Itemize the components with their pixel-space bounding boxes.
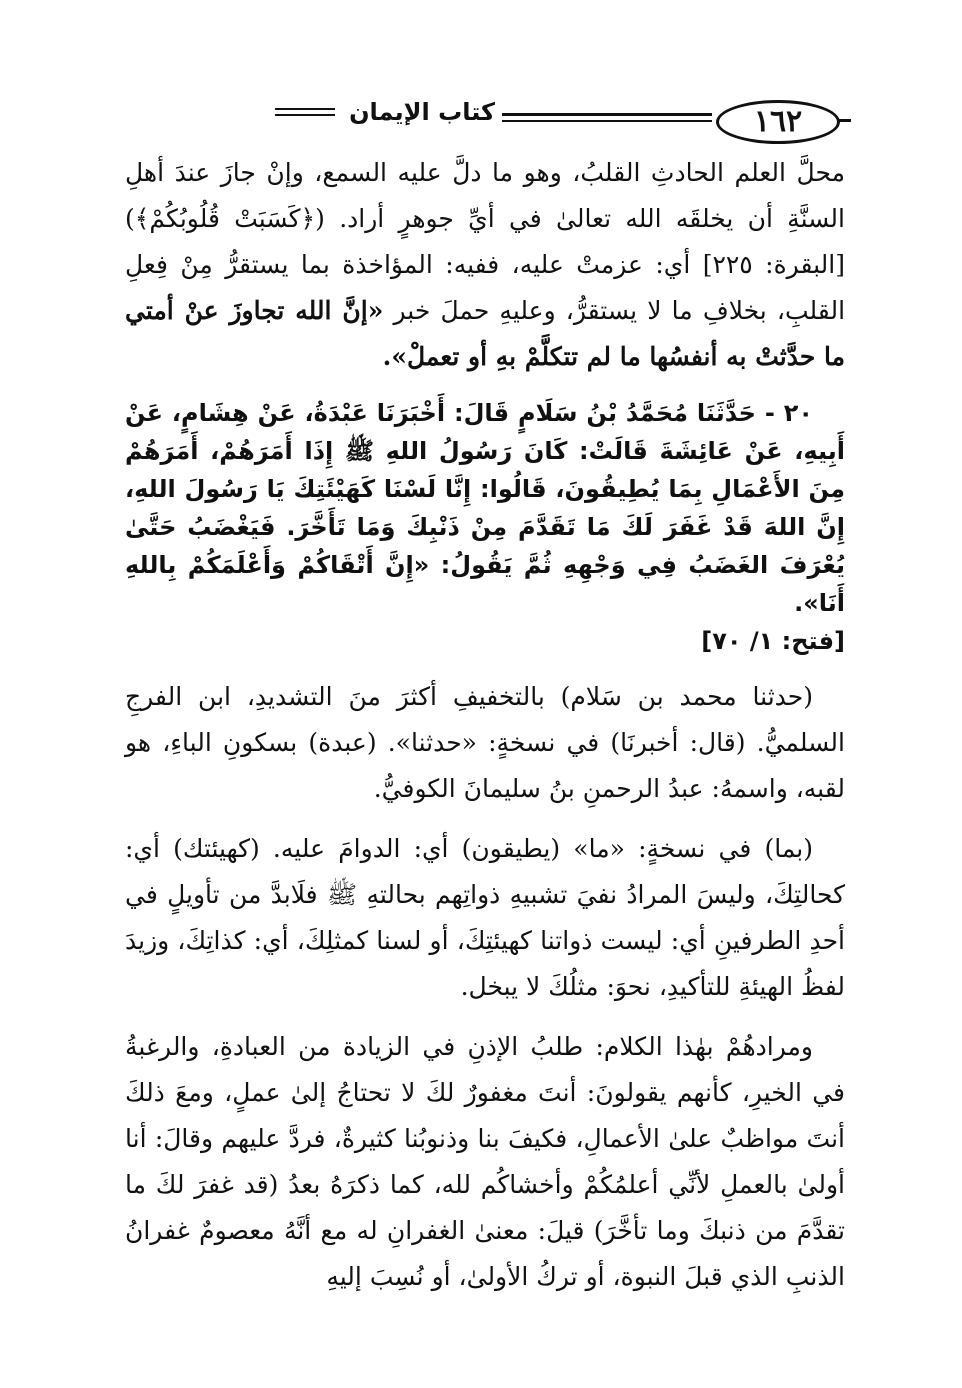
commentary-paragraph: ومرادهُمْ بهٰذا الكلام: طلبُ الإذنِ في الزيادة من العبادةِ، والرغبةُ في الخيرِ، كأنهم يقولونَ: أنتَ مغفورٌ لكَ لا تحتاجُ إلىٰ عملٍ، ومعَ ذلكَ أنتَ مواظبٌ علىٰ الأعمالِ، فكيفَ بنا وذنوبُنا كثيرةٌ، فردَّ عليهم وقالَ: أنا أولىٰ بالعملِ لأنِّي أعلمُكُمْ وأخشاكُم لله، كما ذكرَهُ بعدُ (قد غفرَ لكَ ما تقدَّمَ من ذنبكَ وما تأخَّرَ) قيلَ: معنىٰ الغفرانِ له مع أنَّهُ معصومٌ غفرانُ الذنبِ الذي قبلَ النبوة، أو تركُ الأولىٰ، أو نُسِبَ إليهِ bbox=[125, 1032, 845, 1291]
header-rule bbox=[502, 113, 712, 116]
commentary-paragraph: (حدثنا محمد بن سَلام) بالتخفيفِ أكثرَ منَ التشديدِ، ابن الفرجِ السلميُّ. (قال: أخبرنَا) في نسخةٍ: «حدثنا». (عبدة) بسكونِ الباءِ، هو لقبه، واسمهُ: عبدُ الرحمنِ بنُ سليمانَ الكوفيُّ. bbox=[125, 682, 845, 803]
header-rule bbox=[502, 120, 712, 122]
book-title: كتاب الإيمان bbox=[349, 98, 495, 126]
quoted-hadith: «إنَّ الله تجاوزَ عنْ أمتي ما حدَّثتْ به أنفسُها ما لم تتكلَّمْ بهِ أو تعملْ». bbox=[125, 296, 845, 371]
header-rule bbox=[275, 108, 335, 110]
page-number: ١٦٢ bbox=[716, 100, 840, 144]
commentary-text: محلَّ العلم الحادثِ القلبُ، وهو ما دلَّ عليه السمع، وإنْ جازَ عندَ أهلِ السنَّةِ أن يخلقَه الله تعالىٰ في أيِّ جوهرٍ أراد. (﴿كَسَبَتْ قُلُوبُكُمْ﴾) [البقرة: ٢٢٥] أي: عزمتْ عليه، ففيه: المؤاخذة بما يستقرُّ مِنْ فِعلِ القلبِ، بخلافِ ما لا يستقرُّ، وعليهِ حملَ خبر bbox=[125, 158, 846, 325]
commentary-paragraph bbox=[125, 150, 845, 380]
hadith-body: ٢٠ - حَدَّثَنَا مُحَمَّدُ بْنُ سَلَامٍ قَالَ: أَخْبَرَنَا عَبْدَةُ، عَنْ هِشَامٍ، عَنْ أَبِيهِ، عَنْ عَائِشَةَ قَالَتْ: كَانَ رَسُولُ اللهِ ﷺ إِذَا أَمَرَهُمْ، أَمَرَهُمْ مِنَ الأَعْمَالِ بِمَا يُطِيقُونَ، قَالُوا: إِنَّا لَسْنَا كَهَيْئَتِكَ يَا رَسُولَ اللهِ، إِنَّ اللهَ قَدْ غَفَرَ لَكَ مَا تَقَدَّمَ مِنْ ذَنْبِكَ وَمَا تَأَخَّرَ. فَيَغْضَبُ حَتَّىٰ يُعْرَفَ الغَضَبُ فِي وَجْهِهِ ثُمَّ يَقُولُ: bbox=[125, 399, 845, 579]
hadith-text bbox=[125, 394, 845, 622]
page-body bbox=[125, 150, 845, 1300]
page-header bbox=[120, 80, 840, 140]
commentary-paragraph: (بما) في نسخةٍ: «ما» (يطيقون) أي: الدوامَ عليه. (كهيئتك) أي: كحالتِكَ، وليسَ المرادُ نفيَ تشبيهِ ذواتِهم بحالتهِ ﷺ فلَابدَّ من تأويلٍ في أحدِ الطرفينِ أي: ليست ذواتنا كهيئتِكَ، أو لسنا كمثلِكَ، أي: كذاتِكَ، وزيدَ لفظُ الهيئةِ للتأكيدِ، نحوَ: مثلُكَ لا يبخل. bbox=[125, 834, 845, 1001]
hadith-reference: [فتح: ١/ ٧٠] bbox=[701, 627, 845, 655]
hadith-quote: «إِنَّ أَتْقَاكُمْ وَأَعْلَمَكُمْ بِاللهِ أَنَا». bbox=[125, 551, 845, 617]
header-rule bbox=[275, 114, 335, 116]
